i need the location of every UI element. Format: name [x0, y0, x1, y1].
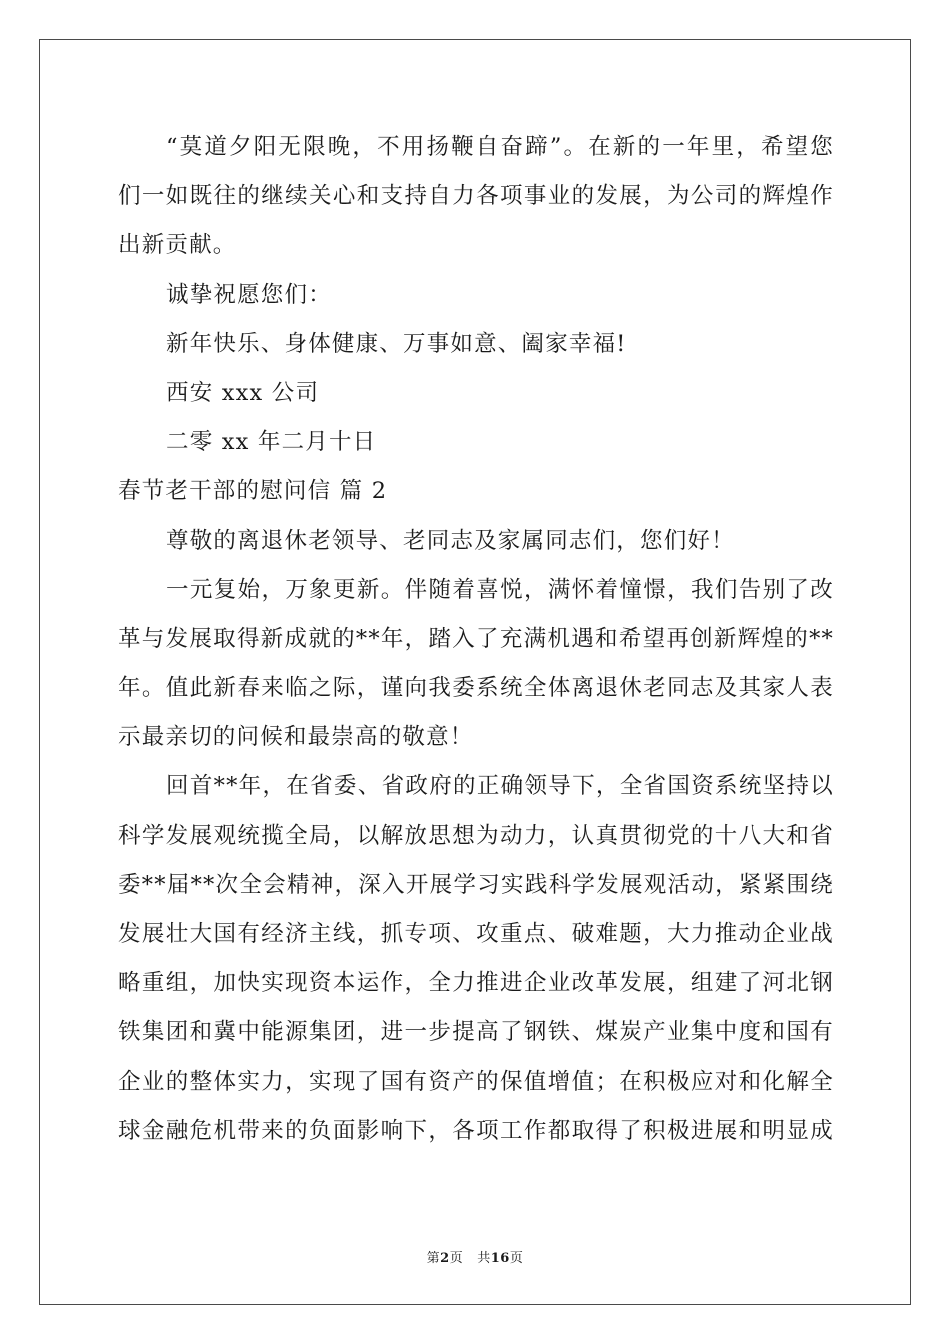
paragraph-line: 科学发展观统揽全局，以解放思想为动力，认真贯彻党的十八大和省: [118, 822, 834, 849]
total-pages: 16: [490, 1251, 510, 1266]
paragraph-line: 发展壮大国有经济主线，抓专项、攻重点、破难题，大力推动企业战: [118, 921, 834, 947]
paragraph-line: 略重组，加快实现资本运作，全力推进企业改革发展，组建了河北钢: [118, 970, 834, 997]
paragraph-line: 委**届**次全会精神，深入开展学习实践科学发展观活动，紧紧围绕: [118, 871, 834, 898]
paragraph-line: 企业的整体实力，实现了国有资产的保值增值；在积极应对和化解全: [118, 1068, 834, 1095]
page-number: 2: [440, 1251, 450, 1266]
page-footer: [0, 1247, 950, 1266]
total-prefix: 共: [477, 1251, 491, 1266]
paragraph-line: 回首**年，在省委、省政府的正确领导下，全省国资系统坚持以: [166, 773, 834, 800]
salutation-line: 尊敬的离退休老领导、老同志及家属同志们，您们好！: [166, 527, 735, 554]
paragraph-line: 示最亲切的问候和最崇高的敬意！: [118, 724, 474, 751]
section-heading: 春节老干部的慰问信 篇 2: [118, 478, 388, 505]
document-body: [118, 123, 834, 1156]
wishes-line: 新年快乐、身体健康、万事如意、阖家幸福!: [166, 330, 627, 357]
greeting-line: 诚挚祝愿您们：: [166, 281, 332, 308]
total-suffix: 页: [509, 1251, 524, 1266]
paragraph-line: 们一如既往的继续关心和支持自力各项事业的发展，为公司的辉煌作: [118, 183, 834, 210]
paragraph-line: 球金融危机带来的负面影响下，各项工作都取得了积极进展和明显成: [118, 1117, 834, 1144]
page-suffix: 页: [449, 1251, 464, 1266]
paragraph-line: 年。值此新春来临之际，谨向我委系统全体离退休老同志及其家人表: [118, 675, 834, 702]
paragraph-line: 出新贡献。: [118, 232, 237, 259]
paragraph-line: 一元复始，万象更新。伴随着喜悦，满怀着憧憬，我们告别了改: [166, 576, 834, 603]
paragraph-line: 铁集团和冀中能源集团，进一步提高了钢铁、煤炭产业集中度和国有: [118, 1019, 834, 1046]
paragraph-line: “莫道夕阳无限晚，不用扬鞭自奋蹄”。在新的一年里，希望您: [166, 134, 834, 160]
signature-date: 二零 xx 年二月十日: [166, 429, 377, 456]
paragraph-line: 革与发展取得新成就的**年，踏入了充满机遇和希望再创新辉煌的**: [118, 625, 834, 652]
signature-company: 西安 xxx 公司: [166, 379, 320, 406]
page-prefix: 第: [426, 1251, 441, 1266]
